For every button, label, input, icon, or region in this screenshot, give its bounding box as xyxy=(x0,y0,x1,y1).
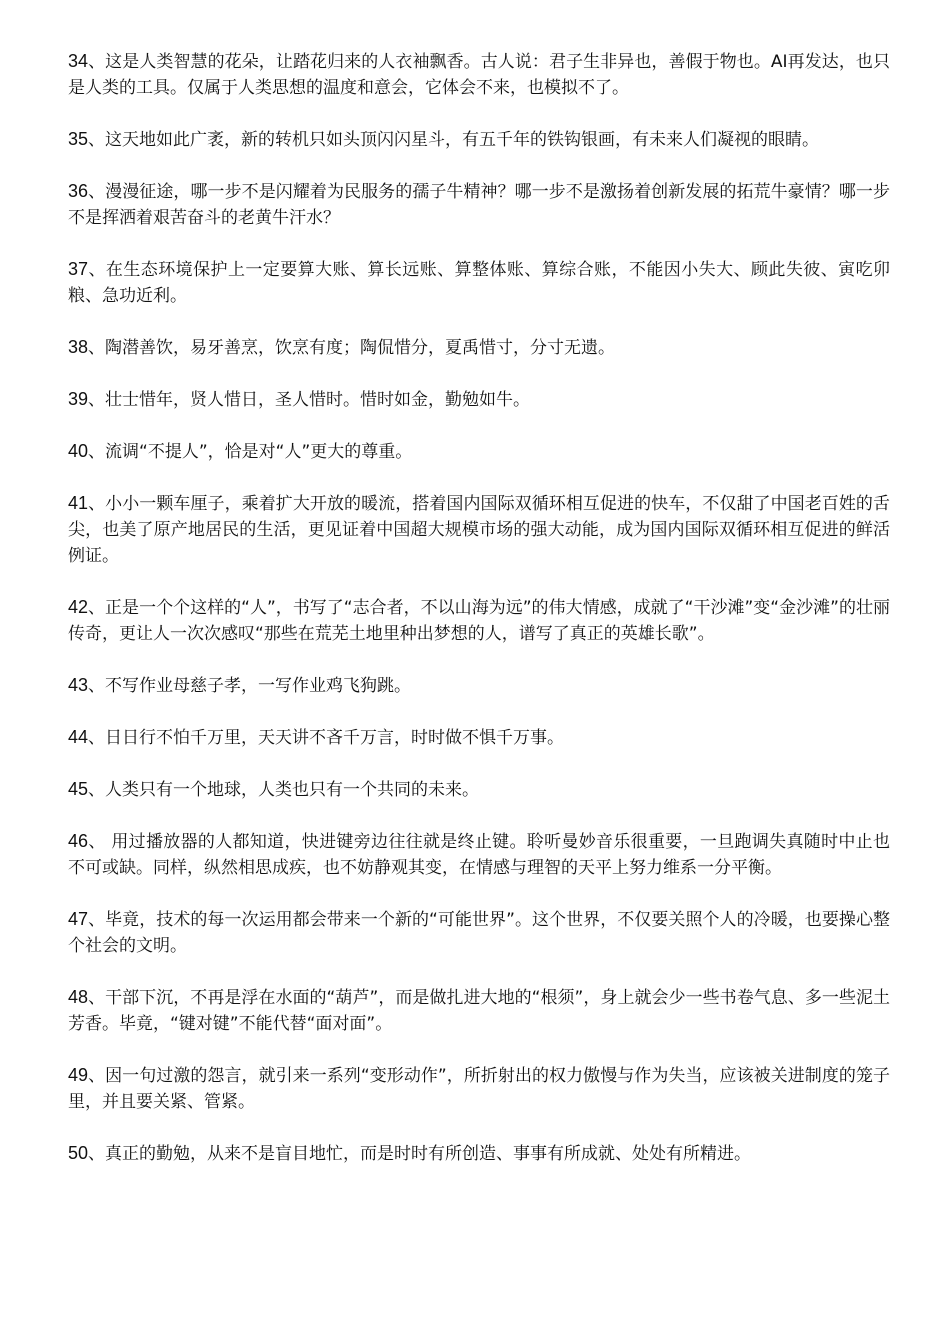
item-number: 37 xyxy=(68,259,89,279)
item-number: 45 xyxy=(68,779,89,799)
quote-item-34 xyxy=(68,48,890,101)
item-number: 43 xyxy=(68,675,89,695)
item-number: 34 xyxy=(68,51,89,71)
quote-item-42 xyxy=(68,594,890,647)
quote-item-36 xyxy=(68,178,890,231)
quote-item-40 xyxy=(68,438,890,465)
item-text: 、小小一颗车厘子，乘着扩大开放的暖流，搭着国内国际双循环相互促进的快车，不仅甜了中国老百姓的舌尖，也美了原产地居民的生活，更见证着中国超大规模市场的强大动能，成为国内国际双循环相互促进的鲜活例证。 xyxy=(68,494,890,566)
quote-item-49 xyxy=(68,1062,890,1115)
item-text: 、人类只有一个地球，人类也只有一个共同的未来。 xyxy=(88,780,480,800)
item-number: 41 xyxy=(68,493,89,513)
item-text: 、壮士惜年，贤人惜日，圣人惜时。惜时如金，勤勉如牛。 xyxy=(88,390,531,410)
item-number: 36 xyxy=(68,181,89,201)
quote-item-35 xyxy=(68,126,890,153)
item-text: 、流调“不提人”，恰是对“人”更大的尊重。 xyxy=(88,442,413,462)
item-text: 、 用过播放器的人都知道，快进键旁边往往就是终止键。聆听曼妙音乐很重要，一旦跑调失真随时中止也不可或缺。同样，纵然相思成疾，也不妨静观其变，在情感与理智的天平上努力维系一分平衡。 xyxy=(68,832,890,878)
quote-item-46 xyxy=(68,828,890,881)
item-text: 、这是人类智慧的花朵，让踏花归来的人衣袖飘香。古人说：君子生非异也，善假于物也。AI再发达，也只是人类的工具。仅属于人类思想的温度和意会，它体会不来，也模拟不了。 xyxy=(68,52,890,98)
quote-item-39 xyxy=(68,386,890,413)
item-number: 40 xyxy=(68,441,89,461)
item-text: 、干部下沉，不再是浮在水面的“葫芦”，而是做扎进大地的“根须”，身上就会少一些书卷气息、多一些泥土芳香。毕竟，“键对键”不能代替“面对面”。 xyxy=(68,988,890,1034)
item-text: 、真正的勤勉，从来不是盲目地忙，而是时时有所创造、事事有所成就、处处有所精进。 xyxy=(88,1144,752,1164)
quote-item-43 xyxy=(68,672,890,699)
item-number: 46 xyxy=(68,831,89,851)
document-body xyxy=(68,48,890,1192)
item-text: 、毕竟，技术的每一次运用都会带来一个新的“可能世界”。这个世界，不仅要关照个人的冷暖，也要操心整个社会的文明。 xyxy=(68,910,890,956)
quote-item-41 xyxy=(68,490,890,569)
item-number: 42 xyxy=(68,597,89,617)
item-number: 35 xyxy=(68,129,89,149)
item-text: 、这天地如此广袤，新的转机只如头顶闪闪星斗，有五千年的铁钩银画，有未来人们凝视的眼睛。 xyxy=(88,130,820,150)
item-number: 44 xyxy=(68,727,89,747)
item-text: 、因一句过激的怨言，就引来一系列“变形动作”，所折射出的权力傲慢与作为失当，应该被关进制度的笼子里，并且要关紧、管紧。 xyxy=(68,1066,890,1112)
item-number: 49 xyxy=(68,1065,89,1085)
item-text: 、陶潜善饮，易牙善烹，饮烹有度；陶侃惜分，夏禹惜寸，分寸无遗。 xyxy=(88,338,616,358)
item-number: 38 xyxy=(68,337,89,357)
quote-item-44 xyxy=(68,724,890,751)
quote-item-48 xyxy=(68,984,890,1037)
quote-item-38 xyxy=(68,334,890,361)
quote-item-37 xyxy=(68,256,890,309)
quote-item-50 xyxy=(68,1140,890,1167)
item-number: 50 xyxy=(68,1143,89,1163)
item-number: 48 xyxy=(68,987,89,1007)
item-text: 、不写作业母慈子孝，一写作业鸡飞狗跳。 xyxy=(88,676,412,696)
quote-item-45 xyxy=(68,776,890,803)
item-text: 、正是一个个这样的“人”，书写了“志合者，不以山海为远”的伟大情感，成就了“干沙滩”变“金沙滩”的壮丽传奇，更让人一次次感叹“那些在荒芜土地里种出梦想的人，谱写了真正的英雄长歌”。 xyxy=(68,598,890,644)
item-number: 39 xyxy=(68,389,89,409)
item-text: 、在生态环境保护上一定要算大账、算长远账、算整体账、算综合账，不能因小失大、顾此失彼、寅吃卯粮、急功近利。 xyxy=(68,260,890,306)
item-number: 47 xyxy=(68,909,89,929)
quote-item-47 xyxy=(68,906,890,959)
item-text: 、日日行不怕千万里，天天讲不吝千万言，时时做不惧千万事。 xyxy=(88,728,565,748)
item-text: 、漫漫征途，哪一步不是闪耀着为民服务的孺子牛精神？哪一步不是激扬着创新发展的拓荒牛豪情？哪一步不是挥洒着艰苦奋斗的老黄牛汗水？ xyxy=(68,182,890,228)
